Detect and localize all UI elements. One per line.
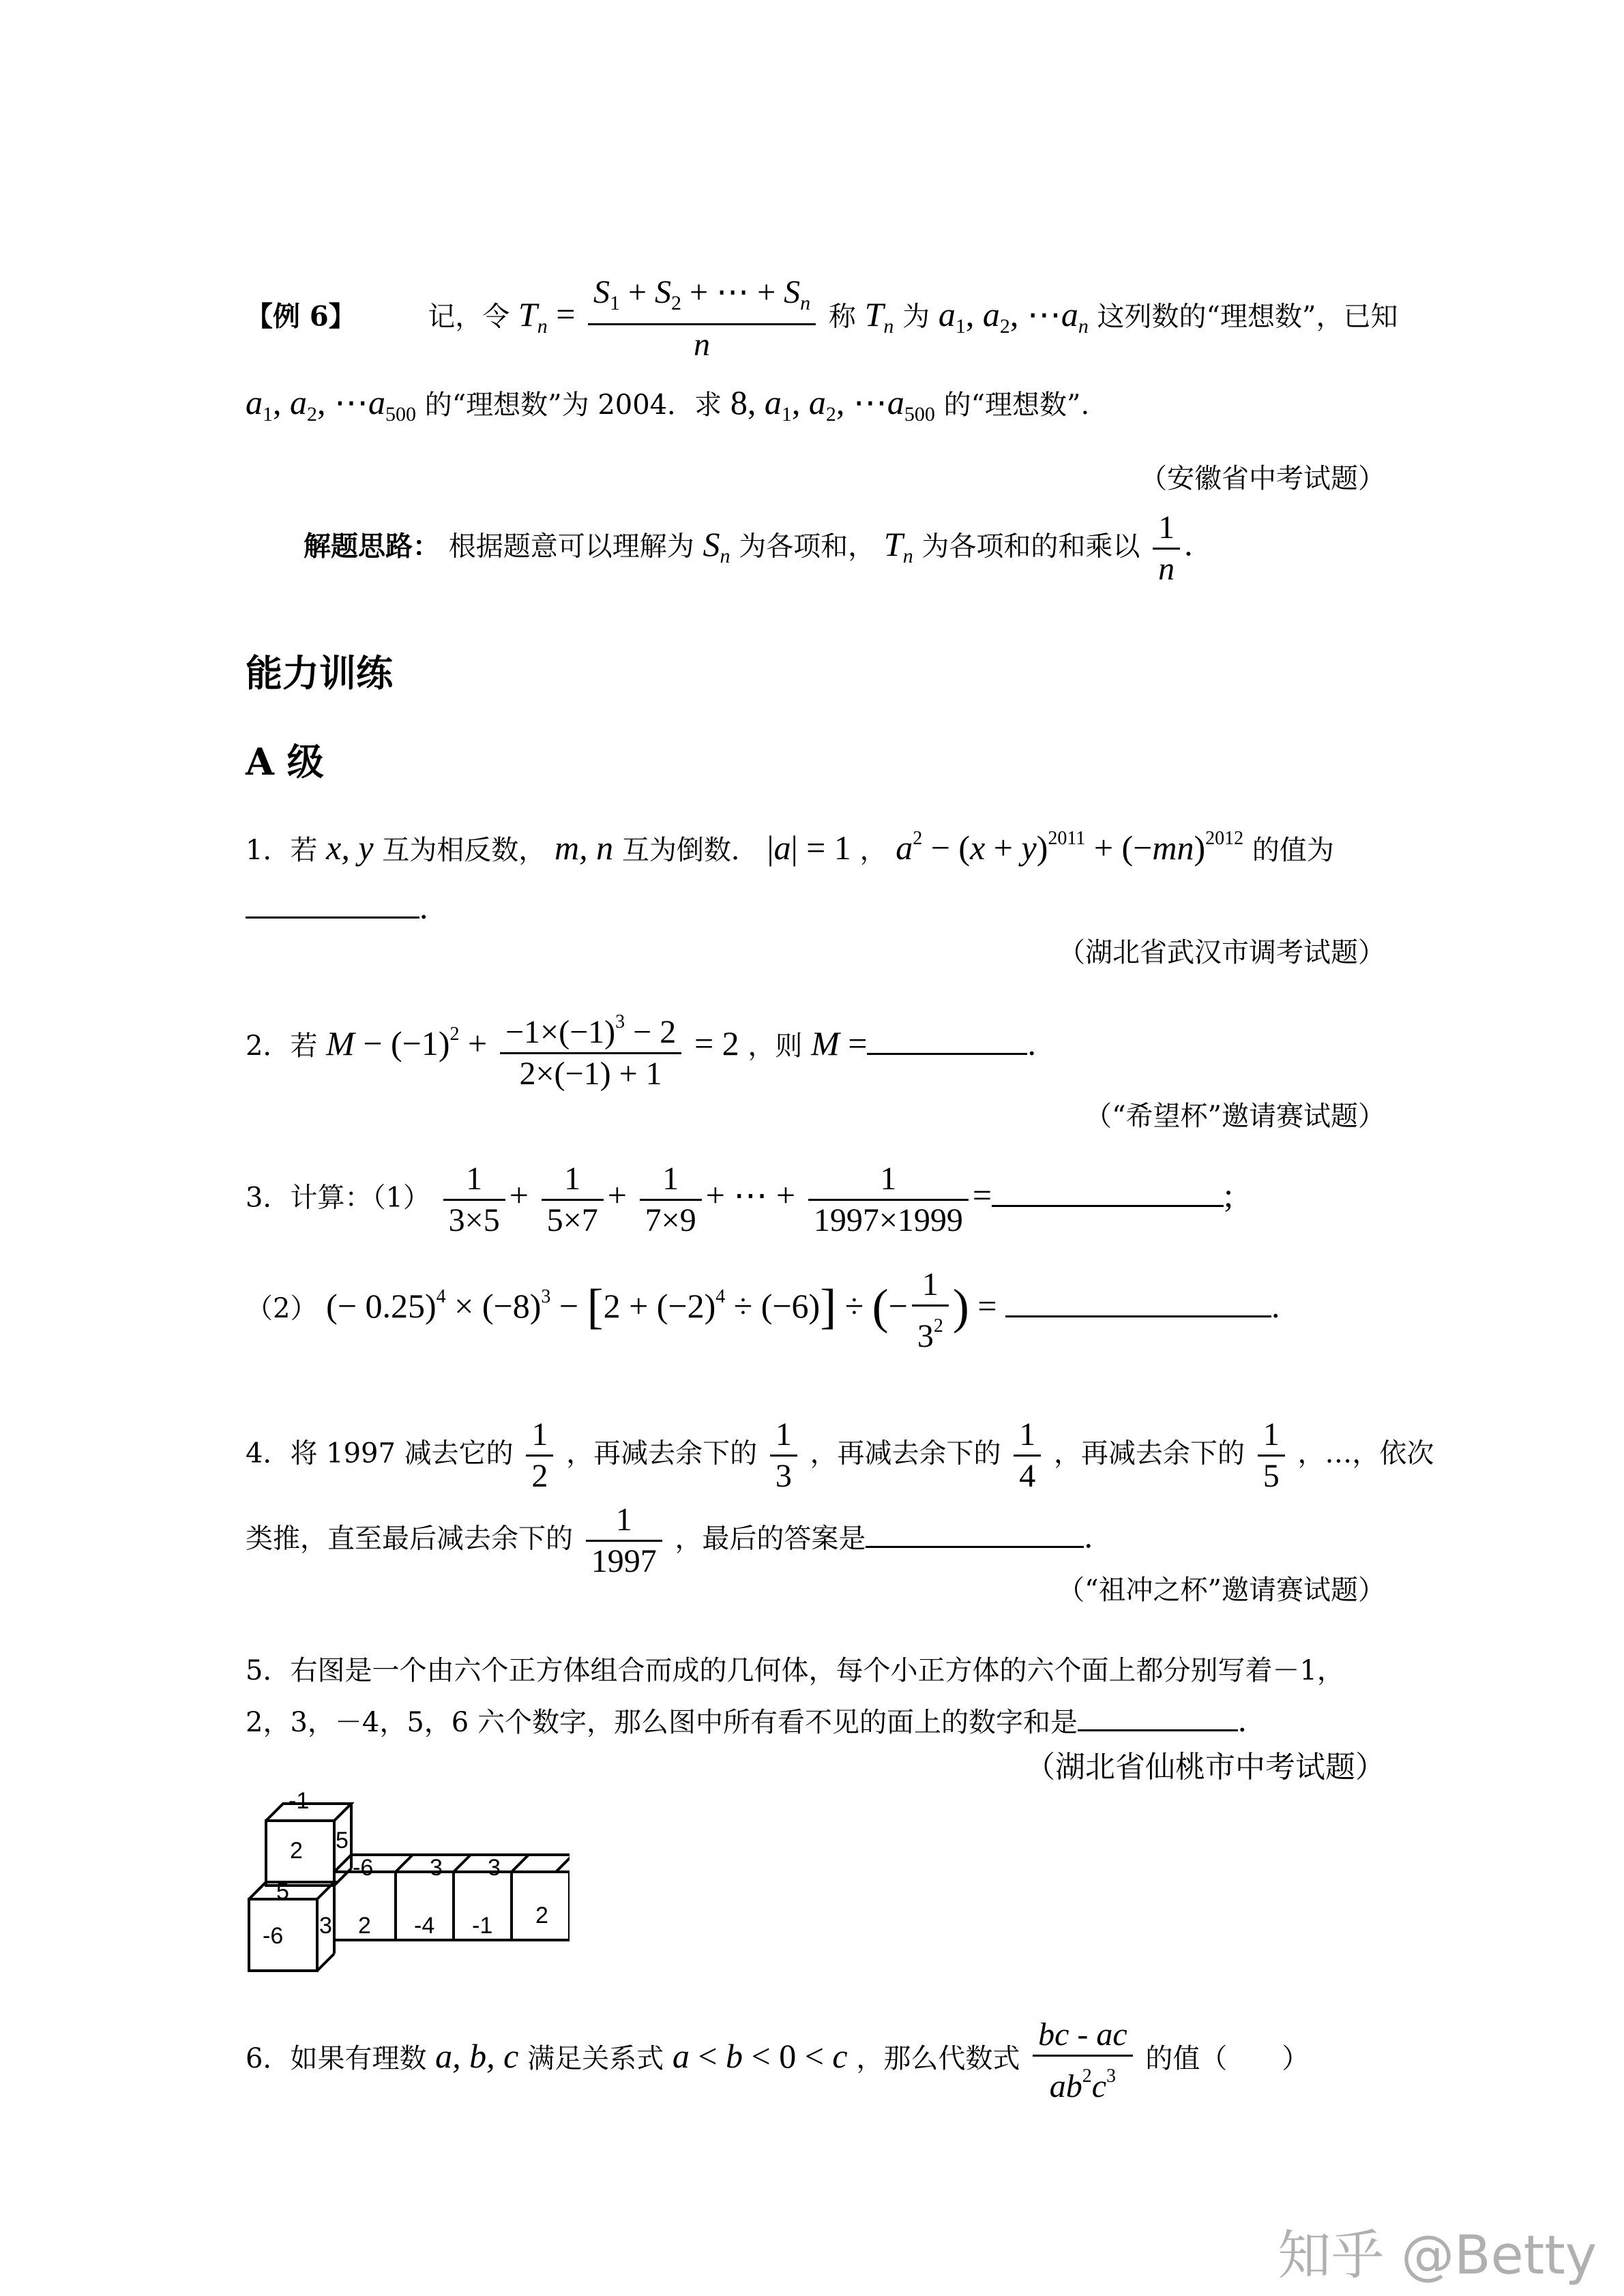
cube-number: -1 xyxy=(289,1788,310,1814)
question-6: 6．如果有理数 a, b, c 满足关系式 a < b < 0 < c ，那么代数式 $\frac{bc - ac}{ab^2c^3}$ 的值（ ） xyxy=(246,2016,1310,2104)
level-title: A 级 xyxy=(246,740,324,784)
cube-number: 2 xyxy=(358,1913,371,1939)
q4-text2b: ，再减去余下的 xyxy=(810,1437,1001,1470)
q4-line2a: 类推，直至最后减去余下的 xyxy=(246,1523,573,1555)
example6-hint: 解题思路： 根据题意可以理解为 $S_n$ 为各项和， $T_n$ 为各项和的和乘以 $\frac{1}{n}$ . xyxy=(304,509,1193,587)
cube-number: -6 xyxy=(353,1855,374,1881)
q1-text2: 互为相反数， xyxy=(382,835,546,866)
q1-text3: 互为倒数． xyxy=(621,835,758,866)
q5-answer-blank[interactable] xyxy=(1078,1702,1238,1731)
q2-source: （“希望杯”邀请赛试题） xyxy=(1084,1101,1385,1132)
question-5-line1: 5．右图是一个由六个正方体组合而成的几何体，每个小正方体的六个面上都分别写着－1， xyxy=(246,1655,1344,1686)
question-3-part1: 3．计算：（1） $\frac{1}{3\times 5}$ + $\frac{1}{5\times 7}$ + $\frac{1}{7\times 9}$ + ⋯ + $\frac{1}{1997\times 1999}$ = ; xyxy=(246,1161,1234,1238)
cube-number: 3 xyxy=(430,1855,443,1881)
q2-text2: ，则 xyxy=(748,1030,803,1062)
cube-number: 3 xyxy=(488,1855,501,1881)
question-1: 1．若 x, y 互为相反数， m, n 互为倒数． |a| = 1 ， $a^2 - (x + y)^{2011} + (-mn)^{2012}$ 的值为 xyxy=(246,828,1334,867)
q4-text2c: ，再减去余下的 xyxy=(1054,1437,1245,1470)
cube-number: 5 xyxy=(276,1879,289,1905)
example6-line2-text2: 的“理想数”. xyxy=(943,389,1090,421)
q1-answer-blank[interactable] xyxy=(246,889,419,919)
tn-fraction: $\frac{S_1 + S_2 + \cdots + S_n}{n}$ xyxy=(588,273,816,365)
example6-text: 记，令 xyxy=(428,301,510,333)
q2-text1: 2．若 xyxy=(246,1030,318,1062)
q3-1-answer-blank[interactable] xyxy=(992,1178,1224,1207)
hint-label: 解题思路： xyxy=(304,530,440,563)
cube-numbers xyxy=(242,1787,570,1991)
watermark: 知乎 @Betty xyxy=(1278,2225,1597,2286)
q4-text1: 4．将 1997 减去它的 xyxy=(246,1437,514,1470)
q1-text1: 1．若 xyxy=(246,835,318,866)
q1-text5: 的值为 xyxy=(1252,835,1334,866)
cube-number: 5 xyxy=(336,1828,349,1853)
q6-text1: 6．如果有理数 xyxy=(246,2043,427,2074)
question-4: 4．将 1997 减去它的 $\frac{1}{2}$ ，再减去余下的 $\frac{1}{3}$ ，再减去余下的 $\frac{1}{4}$ ，再减去余下的 $\frac{1}{5}$ ，…，依次 xyxy=(246,1416,1434,1494)
example6-text4: 这列数的“理想数”，已知 xyxy=(1097,301,1398,333)
q4-text3: ，…，依次 xyxy=(1297,1437,1434,1470)
example6-text2: 称 xyxy=(828,301,856,333)
question-3-part2: （2） (− $0.25)^4 \times (-8)^3 - [2 + (-2)^4 \div (-6)]$ ÷ (− $\frac{1}{3^2}$ ) = . xyxy=(246,1266,1280,1354)
question-5-line2: 2，3，－4，5，6 六个数字，那么图中所有看不见的面上的数字和是 . xyxy=(246,1701,1247,1739)
example6-line2-text: 的“理想数”为 2004．求 xyxy=(424,389,722,421)
cube-number: -1 xyxy=(472,1913,493,1939)
question-2: 2．若 $M - (-1)^2$ + $\frac{-1\times(-1)^3 - 2}{2\times(-1) + 1}$ = 2 ，则 M = . xyxy=(246,1002,1036,1094)
q1-source: （湖北省武汉市调考试题） xyxy=(1058,937,1385,968)
section-title: 能力训练 xyxy=(246,651,393,695)
q2-answer-blank[interactable] xyxy=(867,1026,1027,1055)
cube-number: -4 xyxy=(414,1913,435,1939)
cube-number: 2 xyxy=(535,1903,548,1928)
example6-line2: $a_1$, $a_2$, $\cdots a_{500}$ 的“理想数”为 2004．求 8, $a_1$, $a_2$, $\cdots a_{500}$ 的“理想数”. xyxy=(246,383,1090,426)
q6-text2: 满足关系式 xyxy=(527,2043,664,2074)
hint-text3: 为各项和的和乘以 xyxy=(921,531,1140,563)
q1-blank-line: . xyxy=(246,886,428,930)
hint-text: 根据题意可以理解为 xyxy=(448,531,694,563)
q6-text3: ，那么代数式 xyxy=(856,2043,1020,2074)
q3-text1: 3．计算：（1） xyxy=(246,1182,430,1214)
q6-text4: 的值（ ） xyxy=(1145,2043,1310,2074)
example6-line1: 【例 6】 记，令 $T_n$ = $\frac{S_1 + S_2 + \cdots + S_n}{n}$ 称 $T_n$ 为 $a_1$, $a_2$, $\cdots a_n$ 这列数的“理想数”，已知 xyxy=(246,273,1398,365)
cube-number: -6 xyxy=(263,1923,284,1949)
question-4-line2: 类推，直至最后减去余下的 $\frac{1}{1997}$ ，最后的答案是 . xyxy=(246,1502,1093,1579)
q3-text2: （2） xyxy=(246,1293,318,1324)
example6-text3: 为 xyxy=(902,301,930,333)
example6-label: 【例 6】 xyxy=(246,300,356,333)
cube-number: 3 xyxy=(319,1913,332,1939)
q4-text2: ，再减去余下的 xyxy=(566,1437,758,1470)
example6-source: （安徽省中考试题） xyxy=(1140,463,1385,494)
q4-line2b: ，最后的答案是 xyxy=(675,1523,866,1555)
cube-number: 2 xyxy=(290,1838,303,1864)
q4-answer-blank[interactable] xyxy=(866,1519,1084,1548)
q4-source: （“祖冲之杯”邀请赛试题） xyxy=(1057,1575,1385,1606)
q1-text4: ， xyxy=(859,835,887,866)
q5-source: （湖北省仙桃市中考试题） xyxy=(1025,1750,1385,1785)
q3-2-answer-blank[interactable] xyxy=(1005,1288,1271,1317)
hint-text2: 为各项和， xyxy=(739,531,876,563)
q5-line2-text: 2，3，－4，5，6 六个数字，那么图中所有看不见的面上的数字和是 xyxy=(246,1707,1078,1738)
